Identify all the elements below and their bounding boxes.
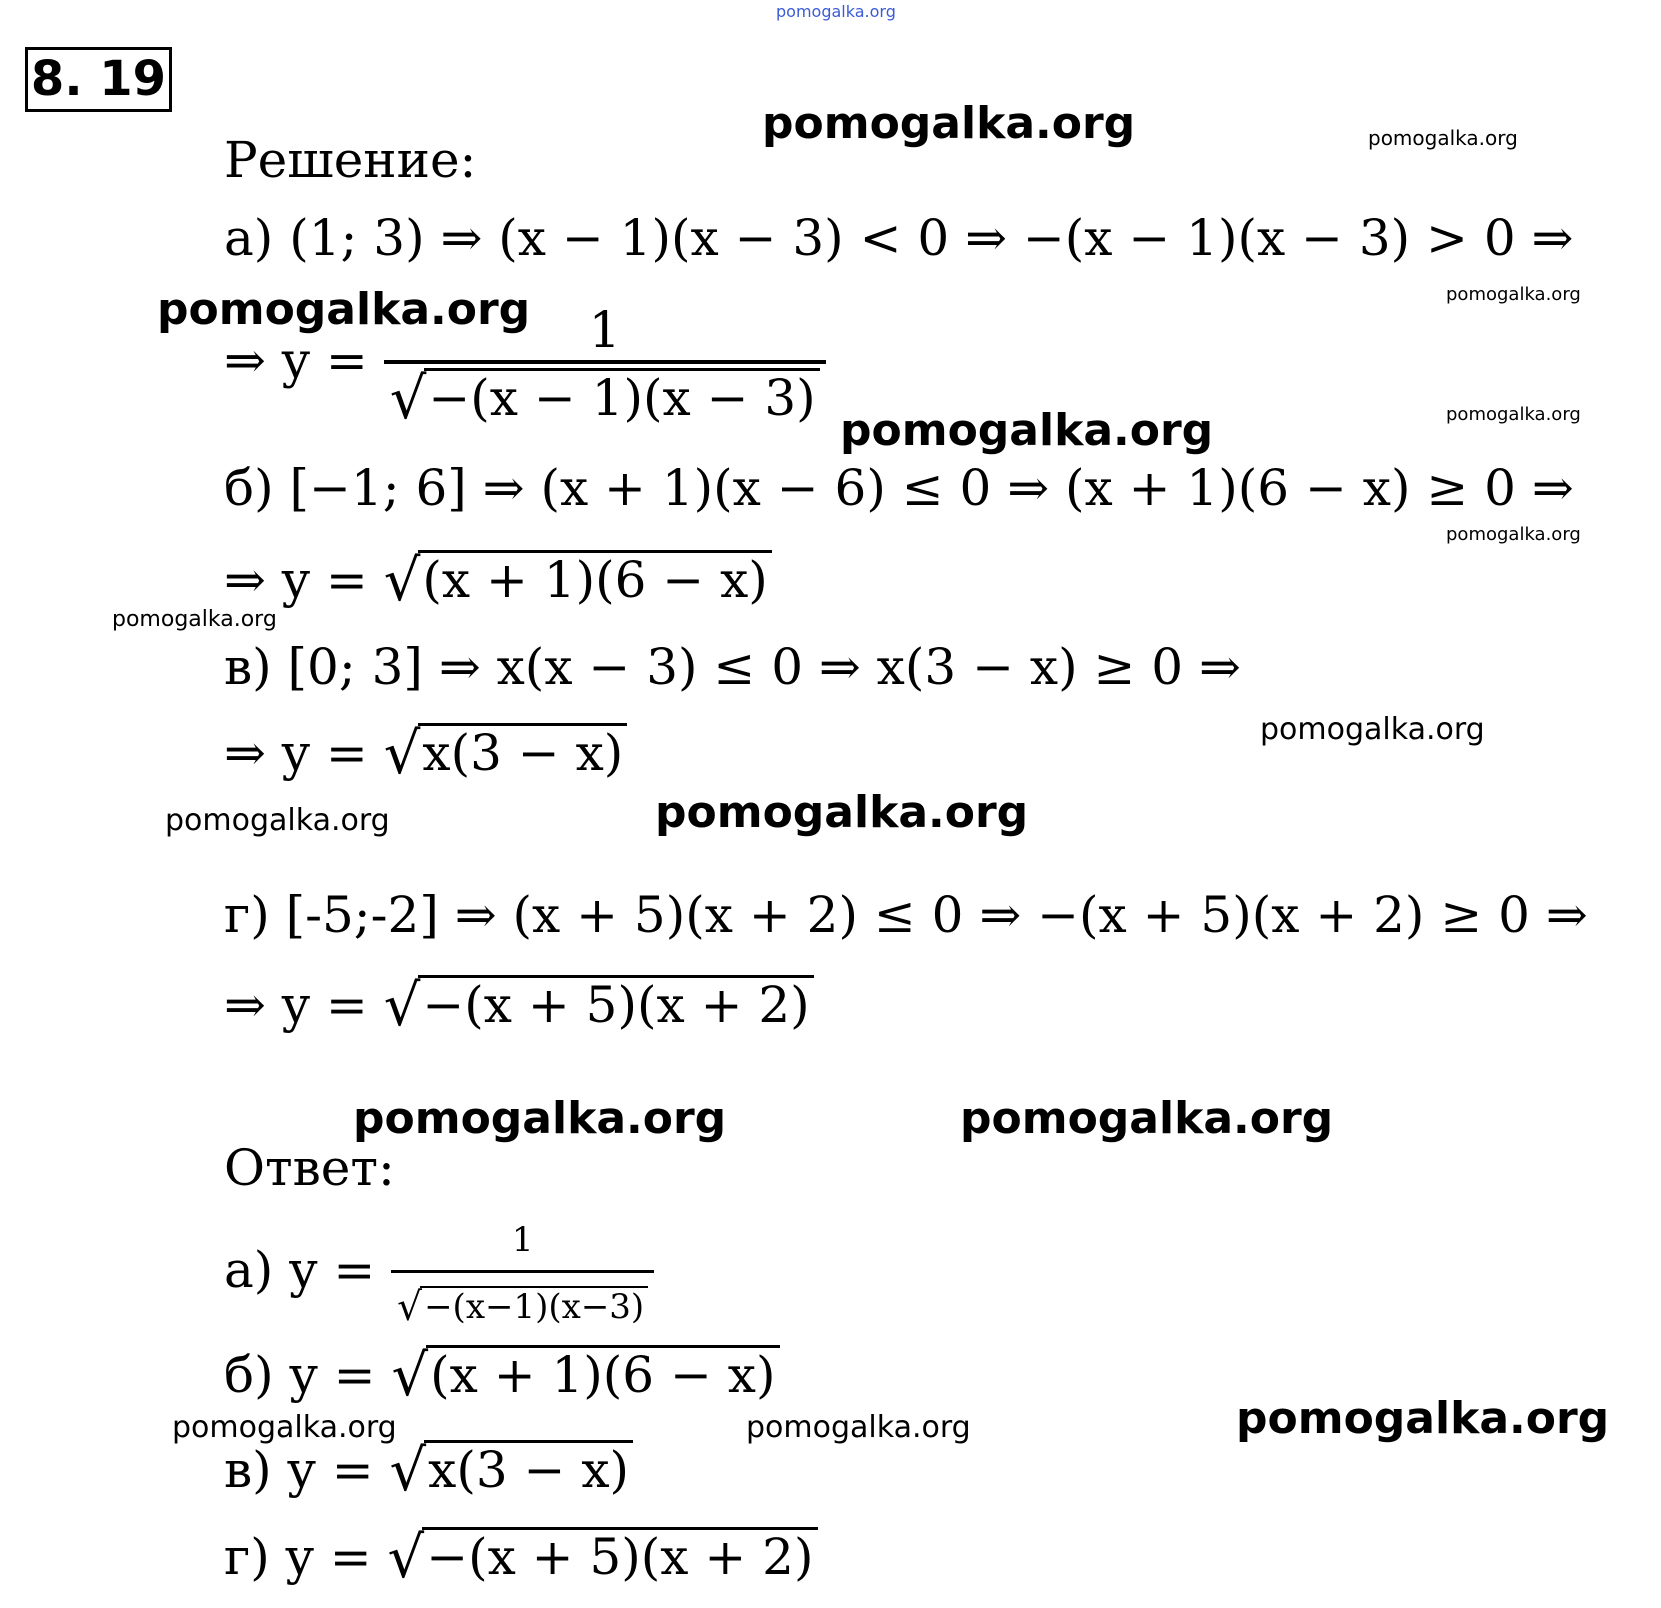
problem-number: 8. 19: [25, 47, 172, 112]
solution-b-radicand: (x + 1)(6 − x): [418, 550, 771, 605]
sqrt-icon: √: [391, 1341, 429, 1409]
sqrt-icon: √: [389, 364, 427, 432]
solution-label: Решение:: [224, 131, 477, 189]
solution-a-denominator: [384, 360, 826, 432]
watermark: pomogalka.org: [1446, 284, 1581, 305]
solution-c-line1: в) [0; 3] ⇒ x(x − 3) ≤ 0 ⇒ x(3 − x) ≥ 0 ⇒: [224, 638, 1241, 696]
watermark: pomogalka.org: [762, 98, 1136, 149]
answer-label: Ответ:: [224, 1139, 395, 1197]
solution-d-prefix: ⇒ y =: [224, 976, 368, 1034]
solution-a-radicand: −(x − 1)(x − 3): [424, 368, 819, 423]
answer-d-radicand: −(x + 5)(x + 2): [422, 1527, 817, 1582]
solution-a-prefix: ⇒ y =: [224, 331, 368, 390]
sqrt-icon: √: [383, 719, 421, 787]
watermark: pomogalka.org: [165, 803, 390, 838]
sqrt-icon: √: [383, 546, 421, 614]
answer-c: [224, 1436, 633, 1504]
watermark: pomogalka.org: [1446, 1580, 1551, 1596]
sqrt-icon: √: [383, 971, 421, 1039]
sqrt-icon: √: [397, 1284, 423, 1330]
answer-a-fraction: [391, 1210, 654, 1338]
solution-a-line2: [224, 300, 826, 432]
watermark: pomogalka.org: [746, 1410, 971, 1445]
solution-d-sqrt: [383, 971, 814, 1039]
answer-d-prefix: г) y =: [224, 1528, 372, 1586]
answer-d-sqrt: [387, 1523, 818, 1591]
solution-c-radicand: x(3 − x): [418, 723, 627, 778]
watermark: pomogalka.org: [157, 284, 531, 335]
sqrt-icon: √: [389, 1436, 427, 1504]
answer-a-denominator: [391, 1270, 654, 1338]
solution-b-sqrt: [383, 546, 772, 614]
answer-d: [224, 1523, 818, 1591]
answer-a-prefix: а) y =: [224, 1240, 376, 1299]
watermark: pomogalka.org: [655, 787, 1029, 838]
watermark: pomogalka.org: [1446, 404, 1581, 425]
watermark: pomogalka.org: [1368, 126, 1518, 150]
solution-c-line2: [224, 719, 627, 787]
solution-b-line2: [224, 546, 772, 614]
solution-a-numerator: 1: [588, 301, 621, 359]
answer-c-sqrt: [389, 1436, 634, 1504]
answer-a-radicand: −(x−1)(x−3): [420, 1286, 648, 1324]
watermark: pomogalka.org: [840, 405, 1214, 456]
answer-b-sqrt: [391, 1341, 779, 1409]
solution-d-line2: [224, 971, 814, 1039]
solution-b-line1: б) [−1; 6] ⇒ (x + 1)(x − 6) ≤ 0 ⇒ (x + 1)(6 − x) ≥ 0 ⇒: [224, 459, 1574, 517]
answer-a: [224, 1210, 654, 1338]
solution-a-fraction: [384, 300, 826, 432]
solution-c-prefix: ⇒ y =: [224, 724, 368, 782]
watermark: pomogalka.org: [1260, 712, 1485, 747]
header-watermark: pomogalka.org: [776, 2, 896, 21]
watermark: pomogalka.org: [1236, 1393, 1610, 1444]
solution-a-line1: а) (1; 3) ⇒ (x − 1)(x − 3) < 0 ⇒ −(x − 1)(x − 3) > 0 ⇒: [224, 209, 1574, 267]
solution-c-sqrt: [383, 719, 628, 787]
watermark: pomogalka.org: [172, 1410, 397, 1445]
watermark: pomogalka.org: [112, 607, 277, 632]
watermark: pomogalka.org: [353, 1093, 727, 1144]
answer-a-numerator: 1: [511, 1220, 534, 1260]
solution-b-prefix: ⇒ y =: [224, 551, 368, 609]
solution-d-radicand: −(x + 5)(x + 2): [418, 975, 813, 1030]
sqrt-icon: √: [387, 1523, 425, 1591]
answer-a-sqrt: [397, 1277, 648, 1338]
solution-d-line1: г) [-5;-2] ⇒ (x + 5)(x + 2) ≤ 0 ⇒ −(x + 5)(x + 2) ≥ 0 ⇒: [224, 886, 1588, 944]
answer-c-radicand: x(3 − x): [424, 1440, 633, 1495]
answer-b-prefix: б) y =: [224, 1346, 376, 1404]
solution-a-sqrt: [389, 364, 820, 432]
answer-b-radicand: (x + 1)(6 − x): [426, 1345, 779, 1400]
answer-b: [224, 1341, 780, 1409]
watermark: pomogalka.org: [1446, 524, 1581, 545]
watermark: pomogalka.org: [960, 1093, 1334, 1144]
answer-c-prefix: в) y =: [224, 1441, 374, 1499]
